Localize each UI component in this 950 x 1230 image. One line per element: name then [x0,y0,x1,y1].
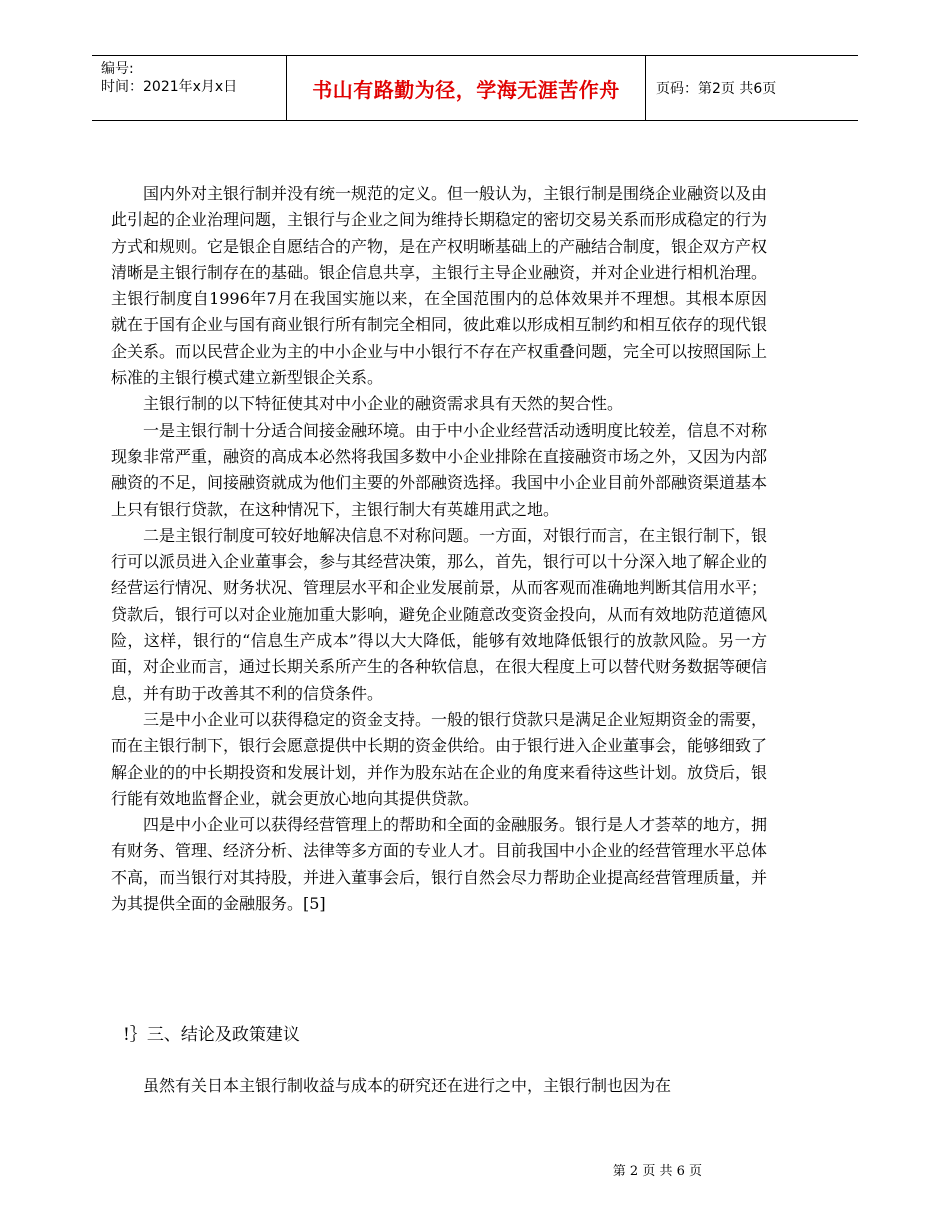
header-motto: 书山有路勤为径，学海无涯苦作舟 [286,56,646,120]
body-paragraph: 二是主银行制度可较好地解决信息不对称问题。一方面，对银行而言，在主银行制下，银行可以派员进入企业董事会，参与其经营决策，那么，首先，银行可以十分深入地了解企业的经营运行情况、财务状况、管理层水平和企业发展前景，从而客观而准确地判断其信用水平；贷款后，银行可以对企业施加重大影响，避免企业随意改变资金投向，从而有效地防范道德风险，这样，银行的“信息生产成本”得以大大降低，能够有效地降低银行的放款风险。另一方面，对企业而言，通过长期关系所产生的各种软信息，在很大程度上可以替代财务数据等硬信息，并有助于改善其不利的信贷条件。 [111,525,768,703]
body-paragraph: 国内外对主银行制并没有统一规范的定义。但一般认为，主银行制是围绕企业融资以及由此引起的企业治理问题，主银行与企业之间为维持长期稳定的密切交易关系而形成稳定的行为方式和规则。它是银企自愿结合的产物，是在产权明晰基础上的产融结合制度，银企双方产权清晰是主银行制存在的基础。银企信息共享，主银行主导企业融资，并对企业进行相机治理。主银行制度自1996年7月在我国实施以来，在全国范围内的总体效果并不理想。其根本原因就在于国有企业与国有商业银行所有制完全相同，彼此难以形成相互制约和相互依存的现代银企关系。而以民营企业为主的中小企业与中小银行不存在产权重叠问题，完全可以按照国际上标准的主银行模式建立新型银企关系。 [111,184,768,388]
page-footer: 第 2 页 共 6 页 [612,1164,702,1179]
document-date: 时间：2021年x月x日 [101,79,238,95]
document-body [111,181,767,917]
body-paragraph: 四是中小企业可以获得经营管理上的帮助和全面的金融服务。银行是人才荟萃的地方，拥有财务、管理、经济分析、法律等多方面的专业人才。目前我国中小企业的经营管理水平总体不高，而当银行对其持股，并进入董事会后，银行自然会尽力帮助企业提高经营管理质量，并为其提供全面的金融服务。[5] [111,815,768,914]
document-number-label: 编号: [101,61,134,77]
body-paragraph-continued: 虽然有关日本主银行制收益与成本的研究还在进行之中，主银行制也因为在 [143,1076,672,1095]
header-page-info: 页码：第2页 共6页 [656,81,777,97]
header-meta [92,56,286,120]
body-paragraph: 主银行制的以下特征使其对中小企业的融资需求具有天然的契合性。 [143,394,624,414]
section-heading: !｝三、结论及政策建议 [123,1025,300,1045]
page-header [92,55,858,121]
body-paragraph: 三是中小企业可以获得稳定的资金支持。一般的银行贷款只是满足企业短期资金的需要，而在主银行制下，银行会愿意提供中长期的资金供给。由于银行进入企业董事会，能够细致了解企业的的中长期投资和发展计划，并作为股东站在企业的角度来看待这些计划。放贷后，银行能有效地监督企业，就会更放心地向其提供贷款。 [111,709,768,808]
body-paragraph: 一是主银行制十分适合间接金融环境。由于中小企业经营活动透明度比较差，信息不对称现象非常严重，融资的高成本必然将我国多数中小企业排除在直接融资市场之外，又因为内部融资的不足，间接融资就成为他们主要的外部融资选择。我国中小企业目前外部融资渠道基本上只有银行贷款，在这种情况下，主银行制大有英雄用武之地。 [111,420,768,519]
